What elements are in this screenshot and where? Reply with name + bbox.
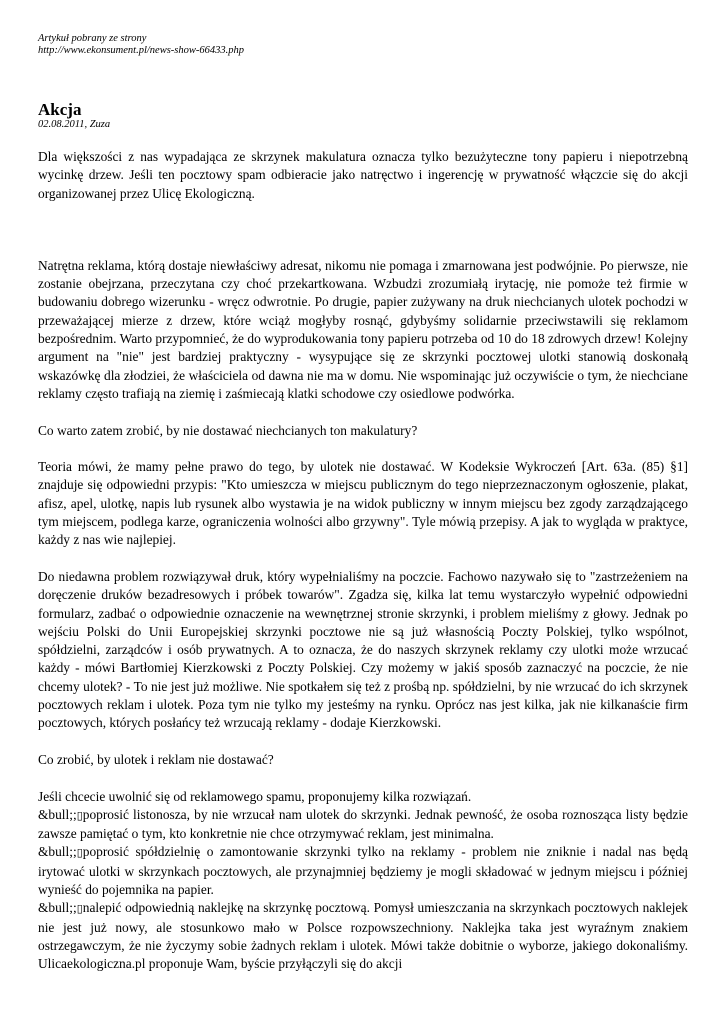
bullet-entity-text: &bull;;	[38, 844, 77, 860]
paragraph-question: Co warto zatem zrobić, by nie dostawać niechcianych ton makulatury?	[38, 422, 418, 438]
bullet-entity-text: &bull;;	[38, 900, 77, 916]
blank-space	[38, 203, 688, 257]
paragraph: Do niedawna problem rozwiązywał druk, który wypełnialiśmy na poczcie. Fachowo nazywało się to "zastrzeżeniem na doręczenie druków bezadresowych i próbek towarów". Zgadza się, kilka lat temu wystarczyło wypełnić odpowiedni formularz, zadbać o odpowiednie oznaczenie na wewnętrznej stronie skrzynki, i problem mieliśmy z głowy. Jednak po wejściu Polski do Unii Europejskiej skrzynki pocztowe nie są już własnością Poczty Polskiej, tylko wspólnot, spółdzielni, zarządców i osób prywatnych. A to oznacza, że do naszych skrzynek reklamy czy ulotki może wrzucać każdy - mówi Bartłomiej Kierzkowski z Poczty Polskiej. Czy możemy w jakiś sposób zaznaczyć na poczcie, że nie chcemy ulotek? - To nie jest już możliwe. Nie spotkałem się też z prośbą np. spółdzielni, by nie wrzucać do ich skrzynek pocztowych reklam i ulotek. Poza tym nie tylko my jesteśmy na rynku. Oprócz nas jest kilka, jak nie kilkanaście firm pocztowych, których posłańcy też wrzucają reklamy - dodaje Kierzkowski.	[38, 568, 688, 731]
list-item-text: poprosić listonosza, by nie wrzucał nam ulotek do skrzynki. Jednak pewność, że osoba roznosząca listy będzie zawsze pamiętać o tym, kto konkretnie nie chce otrzymywać reklam, jest minimalna.	[38, 806, 688, 842]
article-meta: 02.08.2011, Zuza	[38, 119, 111, 130]
missing-glyph-icon: ▯	[76, 902, 83, 916]
article-title: Akcja	[38, 100, 82, 119]
document-page	[38, 33, 688, 973]
bullet-entity-text: &bull;;	[38, 806, 77, 822]
source-url: http://www.ekonsument.pl/news-show-66433.php	[38, 45, 245, 56]
missing-glyph-icon: ▯	[76, 808, 83, 822]
list-intro: Jeśli chcecie uwolnić się od reklamowego spamu, proponujemy kilka rozwiązań.	[38, 788, 472, 804]
source-info	[38, 33, 688, 57]
list-item-text: nalepić odpowiednią naklejkę na skrzynkę pocztową. Pomysł umieszczania na skrzynkach pocztowych naklejek nie jest już nowy, ale stosunkowo mało w Polsce rozpowszechniony. Naklejka taka jest wyraźnym znakiem ostrzegawczym, że nie życzymy sobie żadnych reklam i ulotek. Mówi także dobitnie o wyborze, jakiego dokonaliśmy. Ulicaekologiczna.pl proponuje Wam, byście przyłączyli się do akcji	[38, 900, 688, 972]
list-item	[38, 899, 688, 973]
list-item-text: poprosić spółdzielnię o zamontowanie skrzynki tylko na reklamy - problem nie zniknie i nadal nas będą irytować ulotki w skrzynkach pocztowych, ale przynajmniej będziemy je mogli składować w jednym miejscu i później wynieść do pojemnika na papier.	[38, 844, 688, 897]
missing-glyph-icon: ▯	[76, 846, 83, 860]
paragraph: Teoria mówi, że mamy pełne prawo do tego, by ulotek nie dostawać. W Kodeksie Wykroczeń [Art. 63a. (85) §1] znajduje się odpowiedni przypis: "Kto umieszcza w miejscu publicznym do tego nieprzeznaczonym ogłoszenie, plakat, afisz, apel, ulotkę, napis lub rysunek albo wystawia je na widok publiczny w innym miejscu bez zgody zarządzającego tym miejscem, podlega karze, ograniczenia wolności albo grzywny". Tyle mówią przepisy. A jak to wygląda w praktyce, każdy z nas wie najlepiej.	[38, 459, 688, 548]
list-item	[38, 806, 688, 844]
paragraph: Natrętna reklama, którą dostaje niewłaściwy adresat, nikomu nie pomaga i zmarnowana jest podwójnie. Po pierwsze, nie zostanie obejrzana, przeczytana czy choć przekartkowana. Wzbudzi zrozumiałą irytację, nie pomoże też firmie w budowaniu dobrego wizerunku - wręcz odwrotnie. Po drugie, papier zużywany na druk niechcianych ulotek pochodzi w przeważającej mierze z drzew, które wciąż mogłyby rosnąć, gdybyśmy solidarnie przeciwstawili się reklamom bezpośrednim. Warto przypomnieć, że do wyprodukowania tony papieru potrzeba od 10 do 18 zdrowych drzew! Kolejny argument na "nie" jest bardziej praktyczny - wysypujące się ze skrzynki pocztowej ulotki stanowią doskonałą wskazówkę dla złodziei, że właściciela od dawna nie ma w domu. Nie wspominając już oczywiście o tym, że niechciane reklamy często trafiają na ziemię i zaśmiecają klatki schodowe czy osiedlowe podwórka.	[38, 257, 688, 401]
source-label: Artykuł pobrany ze strony	[38, 33, 147, 44]
paragraph-question: Co zrobić, by ulotek i reklam nie dostawać?	[38, 751, 274, 767]
paragraph-intro: Dla większości z nas wypadająca ze skrzynek makulatura oznacza tylko bezużyteczne tony papieru i niepotrzebną wycinkę drzew. Jeśli ten pocztowy spam odbieracie jako natręctwo i ingerencję w prywatność włączcie się do akcji organizowanej przez Ulicę Ekologiczną.	[38, 149, 688, 201]
list-item	[38, 843, 688, 899]
article-body	[38, 148, 688, 973]
